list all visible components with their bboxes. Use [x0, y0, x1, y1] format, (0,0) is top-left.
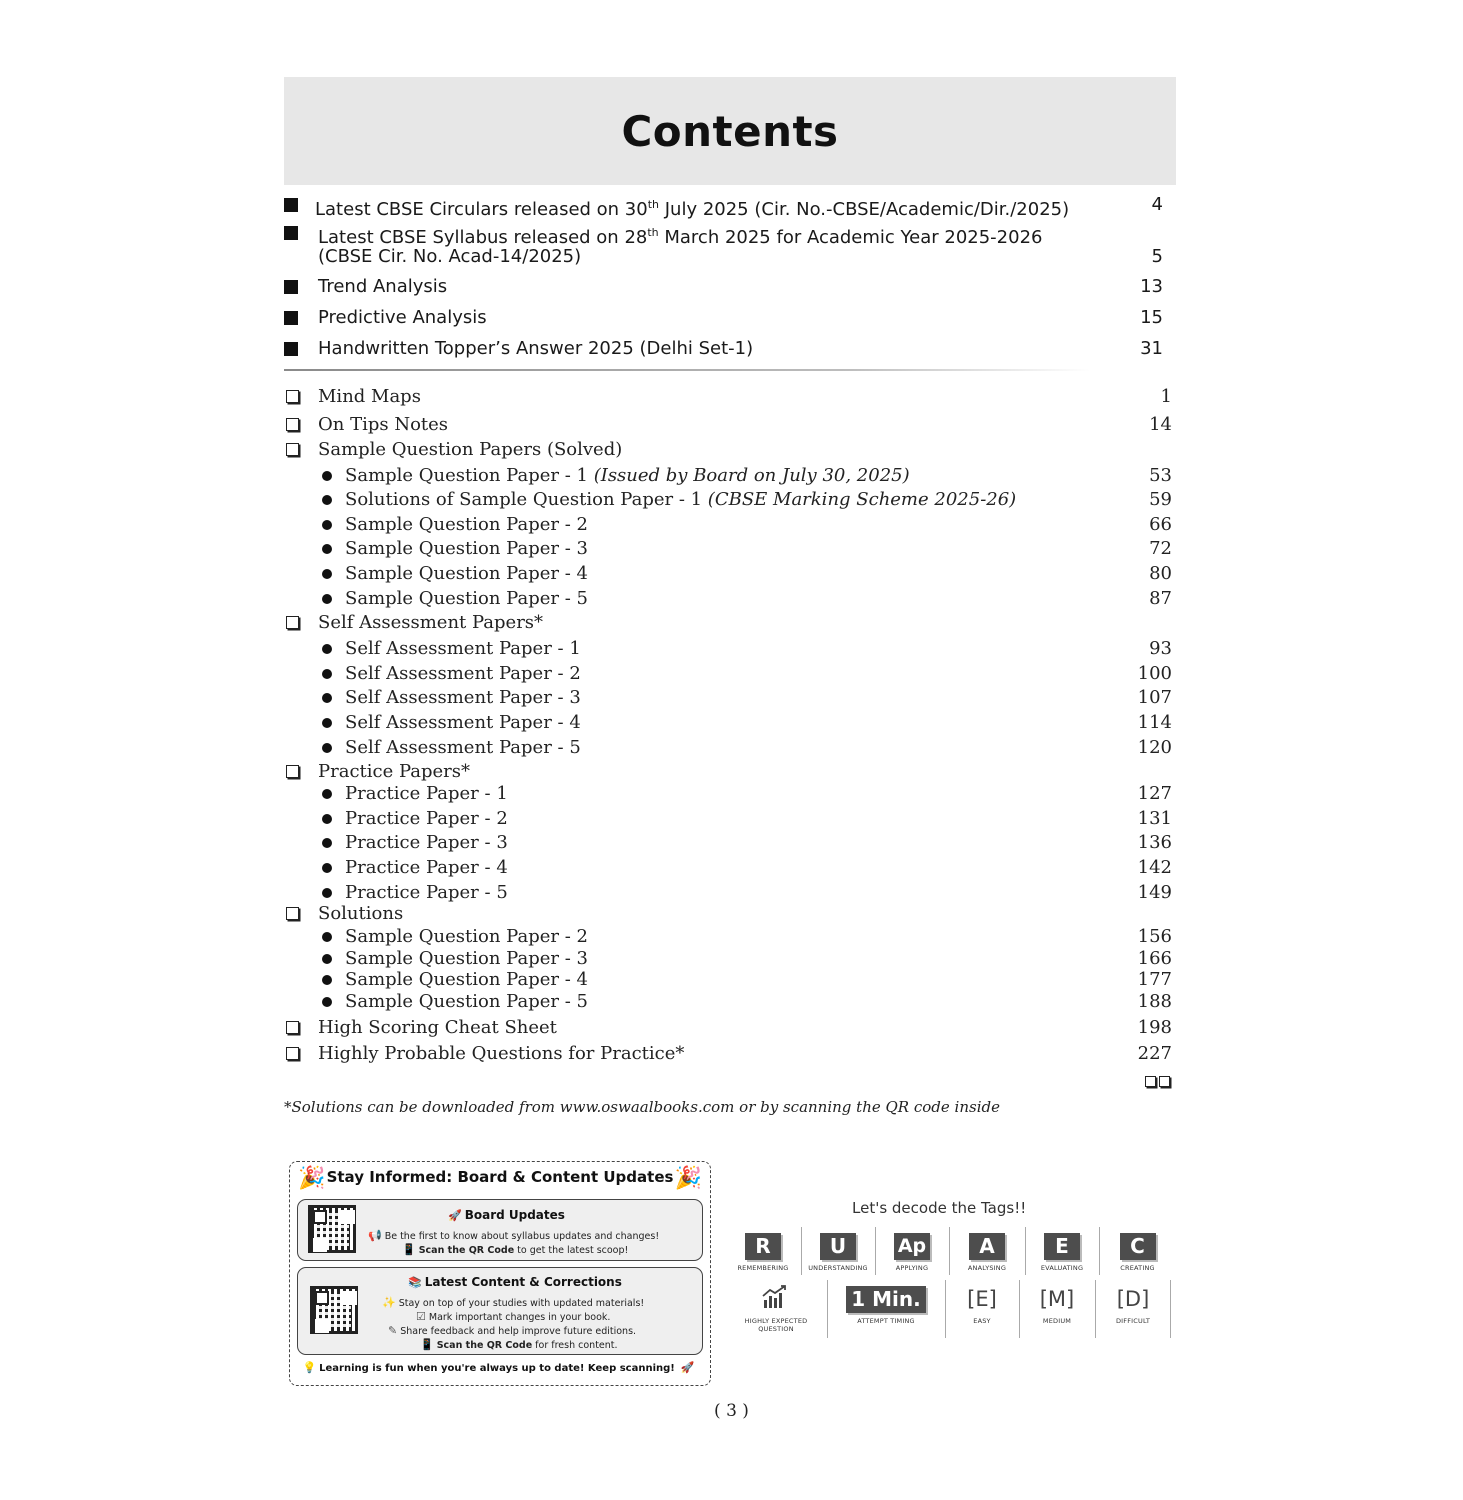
page-number: 14: [1149, 414, 1172, 435]
entry-note: (CBSE Marking Scheme 2025-26): [707, 489, 1017, 510]
page-number: 80: [1149, 563, 1172, 584]
tag-caption: ATTEMPT TIMING: [857, 1317, 915, 1325]
toc-entry-mind-maps[interactable]: [284, 385, 1176, 409]
tags-title: Let's decode the Tags!!: [852, 1199, 1027, 1217]
tag-caption: REMEMBERING: [737, 1264, 789, 1272]
toc-section-solutions[interactable]: [284, 902, 1176, 926]
panel-line: Be the first to know about syllabus updates and changes!: [384, 1231, 660, 1242]
page-number: 114: [1137, 712, 1172, 733]
entry-label: Sample Question Paper - 4: [345, 969, 588, 990]
panel-line-bold: Scan the QR Code: [436, 1340, 533, 1351]
toc-entry-sol-sqp-5[interactable]: [284, 990, 1176, 1014]
entry-label: Practice Paper - 4: [345, 857, 508, 878]
tag-caption: DIFFICULT: [1115, 1317, 1151, 1325]
entry-label: Sample Question Paper - 2: [345, 514, 588, 535]
entry-label: Solutions of Sample Question Paper - 1: [345, 489, 708, 510]
toc-entry-sqp-5[interactable]: [284, 587, 1176, 611]
page-number: 87: [1149, 588, 1172, 609]
round-bullet-icon: [322, 789, 332, 799]
checkbox-bullet-icon: [286, 765, 299, 778]
page-number: 13: [1140, 276, 1163, 297]
entry-label: Self Assessment Paper - 4: [345, 712, 581, 733]
page-number-footer: ( 3 ): [714, 1401, 749, 1421]
round-bullet-icon: [322, 975, 332, 985]
checkbox-bullet-icon: [286, 1047, 299, 1060]
party-popper-icon: 🎉: [674, 1166, 702, 1191]
end-square-icon: [1145, 1076, 1156, 1087]
tag-code: A: [969, 1233, 1005, 1260]
panel-line-bold: Scan the QR Code: [418, 1245, 515, 1256]
round-bullet-icon: [322, 997, 332, 1007]
entry-label: High Scoring Cheat Sheet: [318, 1017, 557, 1038]
page-number: 166: [1137, 948, 1172, 969]
tag-caption: UNDERSTANDING: [808, 1264, 868, 1272]
round-bullet-icon: [322, 954, 332, 964]
phone-icon: 📱: [420, 1338, 434, 1351]
round-bullet-icon: [322, 932, 332, 942]
megaphone-icon: 📢: [368, 1229, 382, 1242]
chart-up-icon: [761, 1284, 791, 1310]
toc-entry-pp-1[interactable]: [284, 782, 1176, 806]
section-label: Sample Question Papers (Solved): [318, 439, 623, 460]
page-number: 177: [1137, 969, 1172, 990]
books-icon: 📚: [408, 1276, 422, 1289]
entry-label: Self Assessment Paper - 2: [345, 663, 581, 684]
entry-label: Self Assessment Paper - 3: [345, 687, 581, 708]
round-bullet-icon: [322, 544, 332, 554]
round-bullet-icon: [322, 594, 332, 604]
checkbox-bullet-icon: [286, 418, 299, 431]
toc-entry-sqp-4[interactable]: [284, 562, 1176, 586]
round-bullet-icon: [322, 471, 332, 481]
toc-entry-pp-3[interactable]: [284, 831, 1176, 855]
stay-informed-box: [289, 1161, 711, 1386]
round-bullet-icon: [322, 888, 332, 898]
tag-analysing: [949, 1227, 1024, 1275]
end-mark: [1145, 1075, 1175, 1089]
entry-text: Handwritten Topper’s Answer 2025 (Delhi Set-1): [318, 338, 754, 359]
entry-text-cont: July 2025 (Cir. No.-CBSE/Academic/Dir./2025): [659, 199, 1070, 220]
toc-entry-sap-5[interactable]: [284, 736, 1176, 760]
entry-label: Practice Paper - 3: [345, 832, 508, 853]
tag-caption: MEDIUM: [1042, 1317, 1072, 1325]
page-number: 59: [1149, 489, 1172, 510]
toc-section-practice-papers[interactable]: [284, 760, 1176, 784]
round-bullet-icon: [322, 669, 332, 679]
page-number: 149: [1137, 882, 1172, 903]
entry-text-cont: March 2025 for Academic Year 2025-2026: [658, 227, 1043, 248]
tag-caption: EASY: [973, 1317, 991, 1325]
entry-label: Self Assessment Paper - 5: [345, 737, 581, 758]
entry-text: Trend Analysis: [318, 276, 448, 297]
checkbox-bullet-icon: [286, 907, 299, 920]
entry-label: Sample Question Paper - 5: [345, 588, 588, 609]
page-number: 53: [1149, 465, 1172, 486]
toc-entry-probable-questions[interactable]: [284, 1042, 1176, 1066]
tag-easy: [945, 1280, 1018, 1338]
toc-entry-sqp-3[interactable]: [284, 537, 1176, 561]
entry-label: Highly Probable Questions for Practice*: [318, 1043, 685, 1064]
entry-label: Practice Paper - 1: [345, 783, 508, 804]
page-title: Contents: [621, 106, 839, 156]
info-heading: Stay Informed: Board & Content Updates: [326, 1168, 674, 1186]
round-bullet-icon: [322, 693, 332, 703]
page-number: 107: [1137, 687, 1172, 708]
round-bullet-icon: [322, 569, 332, 579]
section-divider: [284, 369, 1090, 371]
page-number: 93: [1149, 638, 1172, 659]
light-bulb-icon: 💡: [302, 1361, 317, 1374]
tag-evaluating: [1025, 1227, 1098, 1275]
tag-highly-expected: [727, 1280, 825, 1338]
page-number: 15: [1140, 307, 1163, 328]
square-bullet-icon: [284, 198, 298, 212]
section-label: Self Assessment Papers*: [318, 612, 544, 633]
entry-label: Self Assessment Paper - 1: [345, 638, 581, 659]
entry-text-line2: (CBSE Cir. No. Acad-14/2025): [318, 246, 582, 267]
toc-entry-sol-sqp-4[interactable]: [284, 968, 1176, 992]
panel-title: Board Updates: [464, 1208, 565, 1222]
toc-entry-sqp-1[interactable]: [284, 464, 1176, 488]
page-number: 5: [1151, 246, 1163, 267]
tag-creating: [1099, 1227, 1175, 1275]
entry-label: Practice Paper - 2: [345, 808, 508, 829]
toc-entry-sap-1[interactable]: [284, 637, 1176, 661]
entry-label: Sample Question Paper - 3: [345, 538, 588, 559]
page-number: 31: [1140, 338, 1163, 359]
tag-code: 1 Min.: [846, 1286, 925, 1313]
tag-code: C: [1120, 1233, 1156, 1260]
toc-entry-pp-4[interactable]: [284, 856, 1176, 880]
qr-code-icon[interactable]: [310, 1286, 358, 1334]
info-footer: Learning is fun when you're always up to date! Keep scanning!: [319, 1363, 675, 1374]
tag-caption: ANALYSING: [967, 1264, 1007, 1272]
page-number: 198: [1137, 1017, 1172, 1038]
entry-label: Sample Question Paper - 5: [345, 991, 588, 1012]
title-band: [284, 77, 1176, 185]
rocket-icon: 🚀: [680, 1361, 695, 1374]
tag-caption: APPLYING: [895, 1264, 929, 1272]
tag-caption: EVALUATING: [1040, 1264, 1084, 1272]
tag-code: Ap: [894, 1233, 930, 1260]
page-number: 1: [1160, 386, 1172, 407]
sparkle-icon: ✨: [382, 1296, 396, 1309]
toc-entry-sqp-2[interactable]: [284, 513, 1176, 537]
entry-label: Sample Question Paper - 1: [345, 465, 594, 486]
toc-entry-sap-3[interactable]: [284, 686, 1176, 710]
content-corrections-panel: [297, 1267, 703, 1355]
tag-understanding: [801, 1227, 874, 1275]
tag-code: [E]: [967, 1287, 997, 1311]
tag-difficult: [1095, 1280, 1171, 1338]
square-bullet-icon: [284, 226, 298, 240]
round-bullet-icon: [322, 495, 332, 505]
tag-remembering: [727, 1227, 799, 1275]
section-label: Solutions: [318, 903, 404, 924]
panel-line: Mark important changes in your book.: [428, 1312, 611, 1323]
entry-label: Mind Maps: [318, 386, 421, 407]
round-bullet-icon: [322, 863, 332, 873]
toc-entry-cheat-sheet[interactable]: [284, 1016, 1176, 1040]
entry-text: Latest CBSE Circulars released on 30: [315, 199, 648, 220]
rocket-icon: 🚀: [448, 1209, 462, 1222]
checkbox-bullet-icon: [286, 443, 299, 456]
check-box-icon: ☑: [416, 1310, 426, 1323]
panel-line: for fresh content.: [532, 1340, 618, 1351]
tag-code: R: [745, 1233, 781, 1260]
toc-section-sample-papers[interactable]: [284, 438, 1176, 462]
square-bullet-icon: [284, 342, 298, 356]
toc-entry-sap-2[interactable]: [284, 662, 1176, 686]
toc-entry-tips-notes[interactable]: [284, 413, 1176, 437]
tag-code: [D]: [1116, 1287, 1150, 1311]
tag-code: E: [1044, 1233, 1080, 1260]
round-bullet-icon: [322, 718, 332, 728]
end-square-icon: [1159, 1076, 1170, 1087]
page-number: 72: [1149, 538, 1172, 559]
pencil-icon: ✎: [388, 1324, 398, 1337]
round-bullet-icon: [322, 644, 332, 654]
square-bullet-icon: [284, 280, 298, 294]
round-bullet-icon: [322, 814, 332, 824]
round-bullet-icon: [322, 520, 332, 530]
qr-code-icon[interactable]: [308, 1205, 356, 1253]
page-number: 120: [1137, 737, 1172, 758]
page-number: 142: [1137, 857, 1172, 878]
entry-text: Predictive Analysis: [318, 307, 487, 328]
checkbox-bullet-icon: [286, 390, 299, 403]
phone-icon: 📱: [402, 1243, 416, 1256]
tag-code: U: [820, 1233, 856, 1260]
board-updates-panel: [297, 1199, 703, 1261]
panel-line: Stay on top of your studies with updated materials!: [398, 1298, 645, 1309]
entry-text: Latest CBSE Syllabus released on 28: [318, 227, 648, 248]
page-number: 131: [1137, 808, 1172, 829]
panel-line: Share feedback and help improve future editions.: [400, 1326, 637, 1337]
checkbox-bullet-icon: [286, 1021, 299, 1034]
entry-label: Practice Paper - 5: [345, 882, 508, 903]
party-popper-icon: 🎉: [298, 1166, 326, 1191]
checkbox-bullet-icon: [286, 616, 299, 629]
round-bullet-icon: [322, 838, 332, 848]
tag-medium: [1019, 1280, 1094, 1338]
tag-caption: HIGHLY EXPECTED QUESTION: [744, 1317, 808, 1333]
toc-entry-sap-4[interactable]: [284, 711, 1176, 735]
tag-code: [M]: [1039, 1287, 1075, 1311]
panel-line: to get the latest scoop!: [514, 1245, 629, 1256]
page-number: 66: [1149, 514, 1172, 535]
entry-superscript: th: [647, 198, 660, 211]
entry-label: Sample Question Paper - 4: [345, 563, 588, 584]
page-number: 4: [1151, 194, 1163, 215]
entry-label: On Tips Notes: [318, 414, 449, 435]
tag-applying: [875, 1227, 948, 1275]
entry-note: (Issued by Board on July 30, 2025): [593, 465, 910, 486]
page-number: 127: [1137, 783, 1172, 804]
panel-title: Latest Content & Corrections: [424, 1275, 622, 1289]
page-number: 227: [1137, 1043, 1172, 1064]
entry-superscript: th: [647, 226, 659, 239]
toc-entry-pp-2[interactable]: [284, 807, 1176, 831]
tag-caption: CREATING: [1120, 1264, 1155, 1272]
page-number: 100: [1137, 663, 1172, 684]
page-number: 188: [1137, 991, 1172, 1012]
toc-entry-sqp-1-solutions[interactable]: [284, 488, 1176, 512]
toc-section-self-assessment[interactable]: [284, 611, 1176, 635]
tag-attempt-timing: [827, 1280, 944, 1338]
section-label: Practice Papers*: [318, 761, 471, 782]
entry-label: Sample Question Paper - 3: [345, 948, 588, 969]
page-number: 136: [1137, 832, 1172, 853]
footnote: *Solutions can be downloaded from www.oswaalbooks.com or by scanning the QR code inside: [284, 1098, 1000, 1116]
toc-entry-sol-sqp-2[interactable]: [284, 925, 1176, 949]
round-bullet-icon: [322, 743, 332, 753]
entry-label: Sample Question Paper - 2: [345, 926, 588, 947]
square-bullet-icon: [284, 311, 298, 325]
page-number: 156: [1137, 926, 1172, 947]
